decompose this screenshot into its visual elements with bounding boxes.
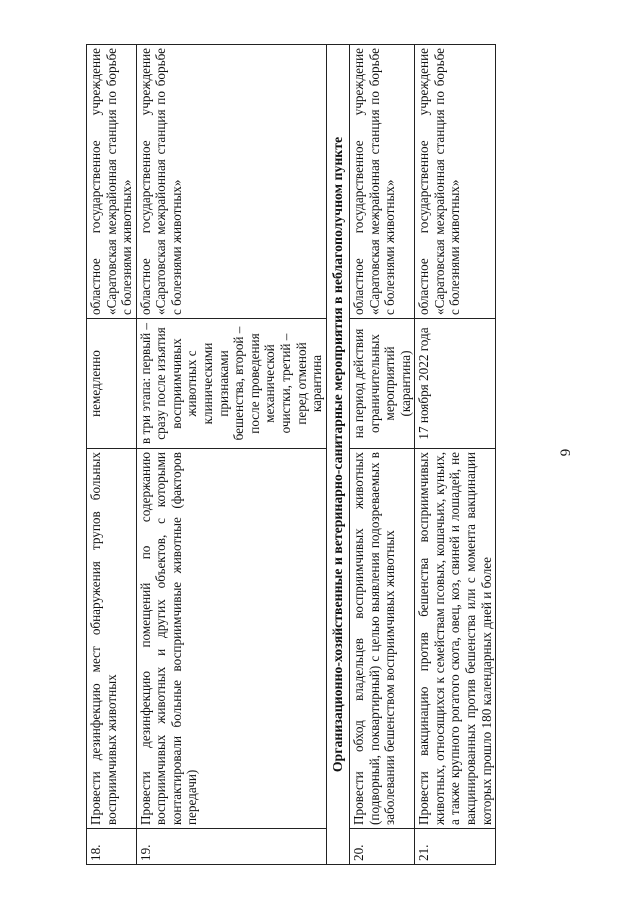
table-row bbox=[349, 45, 414, 865]
row-executor: областное государственное учреждение «Саратовская межрайонная станция по борьбе с болезнями животных» bbox=[136, 45, 326, 319]
table-row bbox=[136, 45, 326, 865]
rotated-page-content bbox=[86, 45, 518, 865]
row-number: 19. bbox=[136, 829, 326, 865]
row-action: Провести вакцинацию против бешенства восприимчивых животных, относящихся к семействам псовых, кошачьих, куньих, а также крупного рогатого скота, овец, коз, свиней и лошадей, не вакцинированных против бешенства или с момента вакцинации которых прошло 180 календарных дней и более bbox=[415, 449, 496, 829]
section-title: Организационно-хозяйственные и ветеринарно-санитарные мероприятия в неблагополучном пункте bbox=[326, 45, 349, 865]
row-executor: областное государственное учреждение «Саратовская межрайонная станция по борьбе с болезнями животных» bbox=[87, 45, 137, 319]
row-action: Провести обход владельцев восприимчивых животных (подворный, поквартирный) с целью выявления подозреваемых в заболевании бешенством восприимчивых животных bbox=[349, 449, 414, 829]
row-term: в три этапа: первый – сразу после изъятия восприимчивых животных с клиническими признаками бешенства, второй – после проведения механической очистки, третий – перед отменой карантина bbox=[136, 319, 326, 449]
row-action: Провести дезинфекцию помещений по содержанию восприимчивых животных и других объектов, с которыми контактировали больные восприимчивые животные (факторов передачи) bbox=[136, 449, 326, 829]
row-executor: областное государственное учреждение «Саратовская межрайонная станция по борьбе с болезнями животных» bbox=[349, 45, 414, 319]
table-row bbox=[415, 45, 496, 865]
page-number: 6 bbox=[556, 448, 573, 457]
row-number: 21. bbox=[415, 829, 496, 865]
row-executor: областное государственное учреждение «Саратовская межрайонная станция по борьбе с болезнями животных» bbox=[415, 45, 496, 319]
row-number: 20. bbox=[349, 829, 414, 865]
measures-table bbox=[86, 44, 496, 865]
row-action: Провести дезинфекцию мест обнаружения трупов больных восприимчивых животных bbox=[87, 449, 137, 829]
section-header-row bbox=[326, 45, 349, 865]
table-row bbox=[87, 45, 137, 865]
row-term: 17 ноября 2022 года bbox=[415, 319, 496, 449]
row-term: на период действия ограничительных мероприятий (карантина) bbox=[349, 319, 414, 449]
row-number: 18. bbox=[87, 829, 137, 865]
row-term: немедленно bbox=[87, 319, 137, 449]
